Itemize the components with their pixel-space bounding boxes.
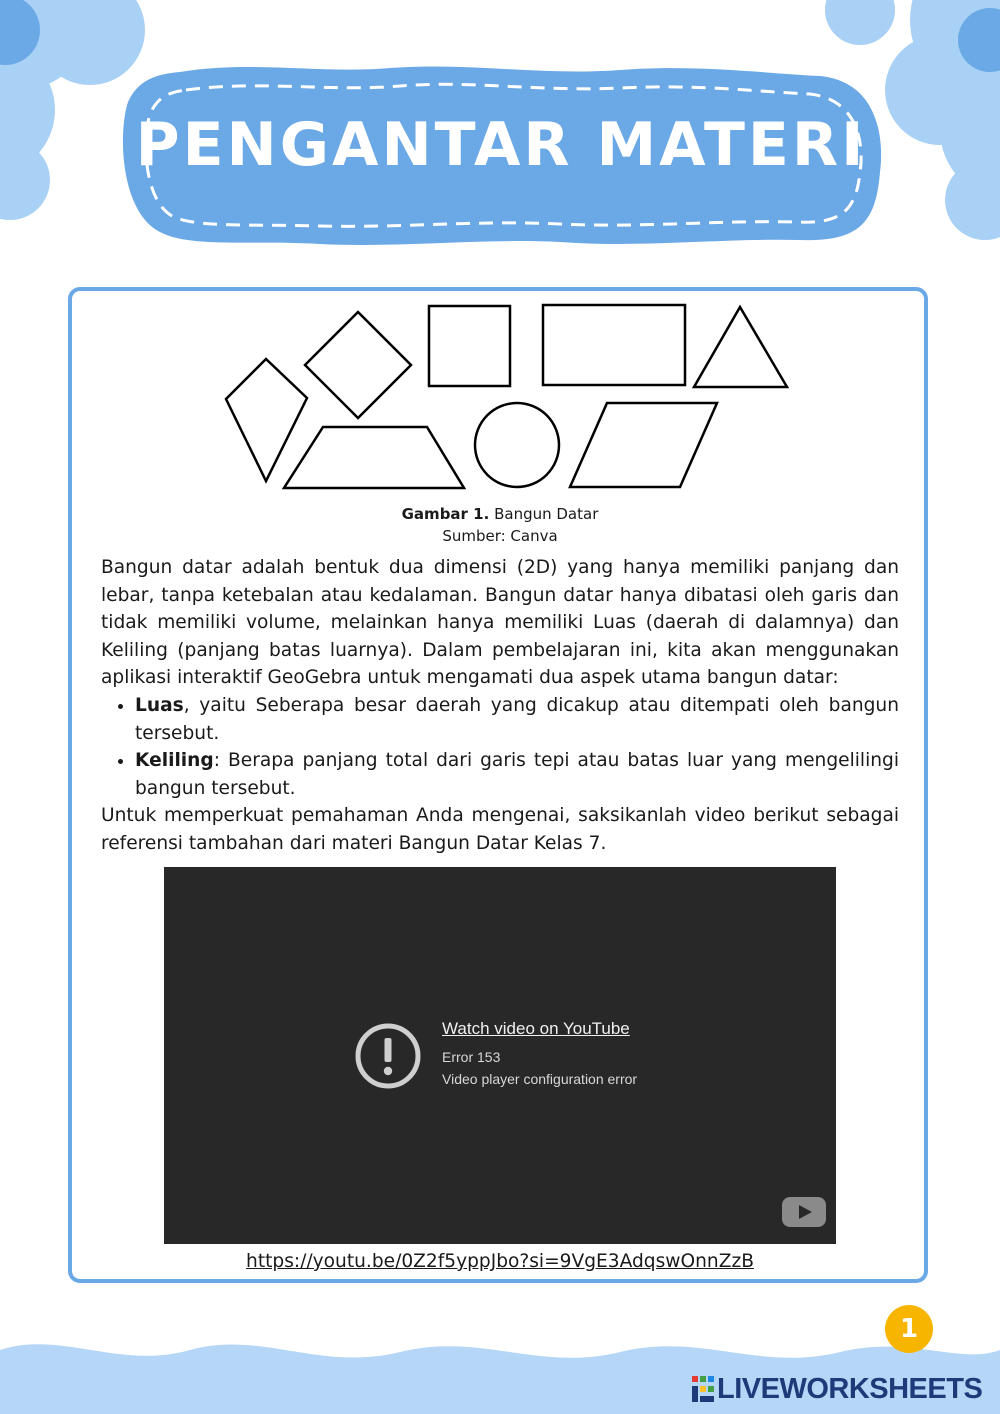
list-item [135,747,899,802]
rectangle-shape [543,305,685,385]
square-shape [429,306,510,386]
figure-caption-label: Gambar 1. [401,505,490,523]
error-message: Video player configuration error [442,1071,638,1087]
page-title: PENGANTAR MATERI [135,110,867,180]
page-number-badge: 1 [885,1305,933,1353]
intro-paragraph: Bangun datar adalah bentuk dua dimensi (2D) yang hanya memiliki panjang dan lebar, tanpa ketebalan atau kedalaman. Bangun datar hanya dibatasi oleh garis dan tidak memiliki volume, melainkan hanya memiliki Luas (daerah di dalamnya) dan Keliling (panjang batas luarnya). Dalam pembelajaran ini, kita akan menggunakan aplikasi interaktif GeoGebra untuk mengamati dua aspek utama bangun datar: [101,557,899,689]
figure-caption [100,505,900,523]
figure-caption-text: Bangun Datar [489,505,599,523]
bullet-text: : Berapa panjang total dari garis tepi atau batas luar yang mengelilingi bangun tersebut. [135,750,899,799]
list-item [135,692,899,747]
video-url-link[interactable]: https://youtu.be/0Z2f5yppJbo?si=9VgE3AdqswOnnZzB [246,1251,754,1272]
outro-paragraph: Untuk memperkuat pemahaman Anda mengenai, saksikanlah video berikut sebagai referensi tambahan dari materi Bangun Datar Kelas 7. [101,805,899,854]
trapezoid-shape [284,427,464,488]
rhombus-shape [305,312,411,418]
triangle-shape [694,307,787,387]
error-code: Error 153 [442,1049,501,1065]
watch-on-youtube-link[interactable]: Watch video on YouTube [442,1019,630,1038]
body-text [101,554,899,858]
flat-shapes-illustration [220,300,792,492]
figure-source: Sumber: Canva [442,527,558,545]
error-icon [354,1022,422,1090]
circle-shape [475,403,559,487]
liveworksheets-wordmark: LIVEWORKSHEETS [717,1372,983,1405]
bullet-term: Keliling [135,750,214,772]
bullet-term: Luas [135,694,184,716]
youtube-icon[interactable] [782,1197,826,1227]
bullet-list [101,692,899,802]
bullet-text: , yaitu Seberapa besar daerah yang dicakup atau ditempati oleh bangun tersebut. [135,694,899,744]
liveworksheets-logo[interactable] [692,1372,982,1406]
parallelogram-shape [570,403,717,487]
liveworksheets-mark-icon [692,1376,714,1402]
kite-shape [226,359,307,481]
youtube-embed[interactable] [164,867,836,1244]
